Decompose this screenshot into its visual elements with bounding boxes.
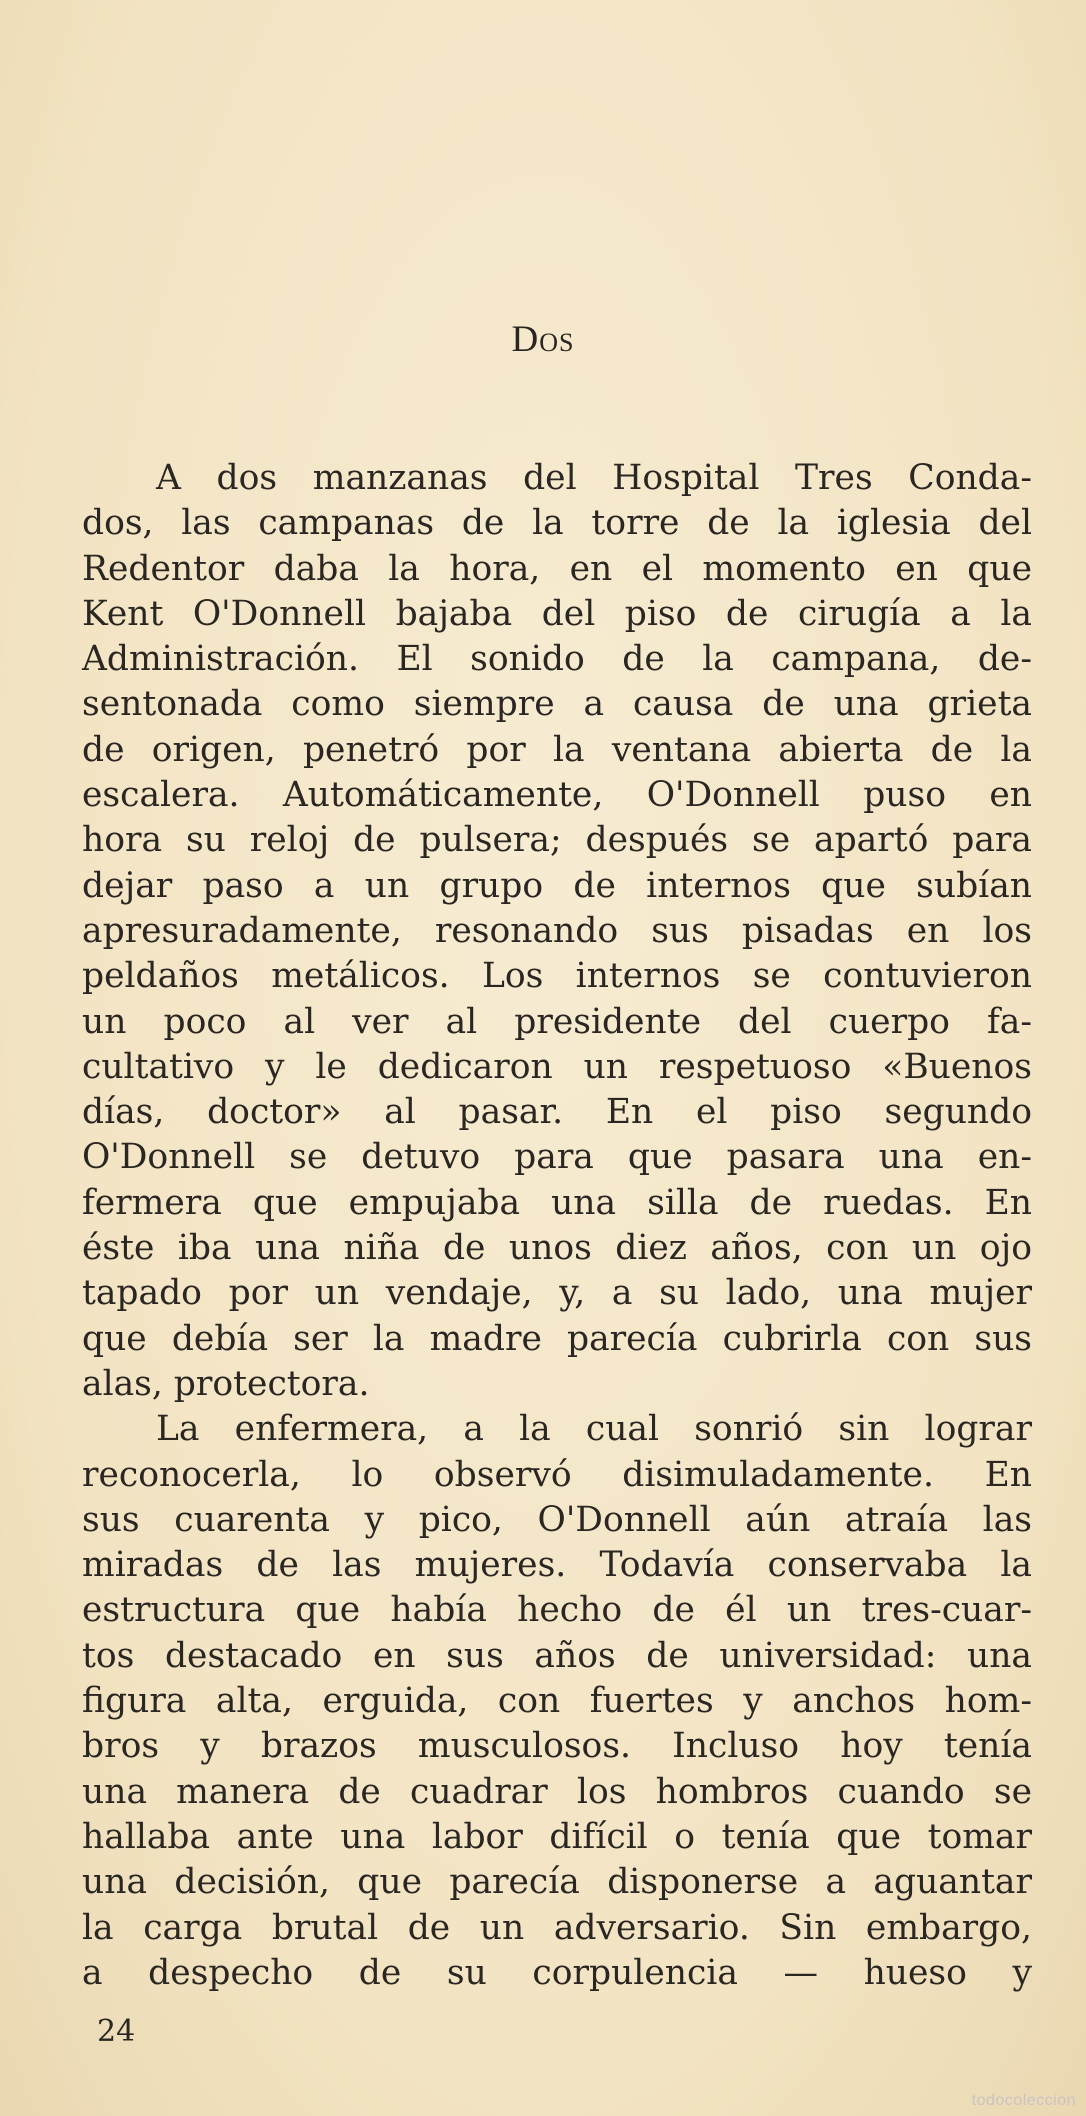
text-line: miradas de las mujeres. Todavía conservaba la [82,1545,1032,1586]
text-line: un poco al ver al presidente del cuerpo fa- [82,1001,1032,1042]
text-line: Kent O'Donnell bajaba del piso de cirugía a la [82,593,1032,634]
text-line: apresuradamente, resonando sus pisadas en los [82,910,1032,951]
text-line: Redentor daba la hora, en el momento en que [82,548,1032,589]
text-line: fermera que empujaba una silla de ruedas. En [82,1182,1032,1223]
text-line: la carga brutal de un adversario. Sin embargo, [82,1907,1032,1948]
text-line: A dos manzanas del Hospital Tres Conda- [156,458,1032,498]
text-line: que debía ser la madre parecía cubrirla con sus [82,1318,1032,1359]
text-line: alas, protectora. [82,1363,370,1404]
text-line: días, doctor» al pasar. En el piso segundo [82,1092,1032,1133]
text-line: La enfermera, a la cual sonrió sin lograr [156,1409,1032,1450]
text-line: O'Donnell se detuvo para que pasara una en- [82,1137,1032,1178]
text-line: escalera. Automáticamente, O'Donnell puso en [82,775,1032,816]
text-line: sus cuarenta y pico, O'Donnell aún atraía las [82,1499,1032,1540]
text-line: hora su reloj de pulsera; después se apartó para [82,820,1032,861]
text-line: reconocerla, lo observó disimuladamente. En [82,1454,1032,1495]
text-line: figura alta, erguida, con fuertes y anchos hom- [82,1681,1032,1722]
page-number: 24 [97,2014,136,2049]
text-line: dos, las campanas de la torre de la iglesia del [82,503,1032,544]
text-line: de origen, penetró por la ventana abierta de la [82,729,1032,770]
text-line: dejar paso a un grupo de internos que subían [82,865,1032,906]
text-line: tapado por un vendaje, y, a su lado, una mujer [82,1273,1032,1314]
text-line: sentonada como siempre a causa de una grieta [82,684,1032,725]
text-line: bros y brazos musculosos. Incluso hoy tenía [82,1726,1032,1767]
body-text [82,456,1032,1996]
text-line: cultativo y le dedicaron un respetuoso «Buenos [82,1046,1032,1087]
text-line: Administración. El sonido de la campana, de- [82,639,1032,680]
chapter-title: Dos [511,319,575,360]
text-line: estructura que había hecho de él un tres-cuar- [82,1590,1032,1631]
text-line: a despecho de su corpulencia — hueso y [82,1952,1032,1993]
text-line: hallaba ante una labor difícil o tenía que tomar [82,1816,1032,1857]
text-line: una manera de cuadrar los hombros cuando se [82,1771,1032,1812]
text-line: éste iba una niña de unos diez años, con un ojo [82,1228,1032,1269]
text-line: tos destacado en sus años de universidad: una [82,1635,1032,1676]
text-line: una decisión, que parecía disponerse a aguantar [82,1862,1032,1903]
text-line: peldaños metálicos. Los internos se contuvieron [82,956,1032,997]
watermark: todocoleccion [971,2092,1076,2109]
